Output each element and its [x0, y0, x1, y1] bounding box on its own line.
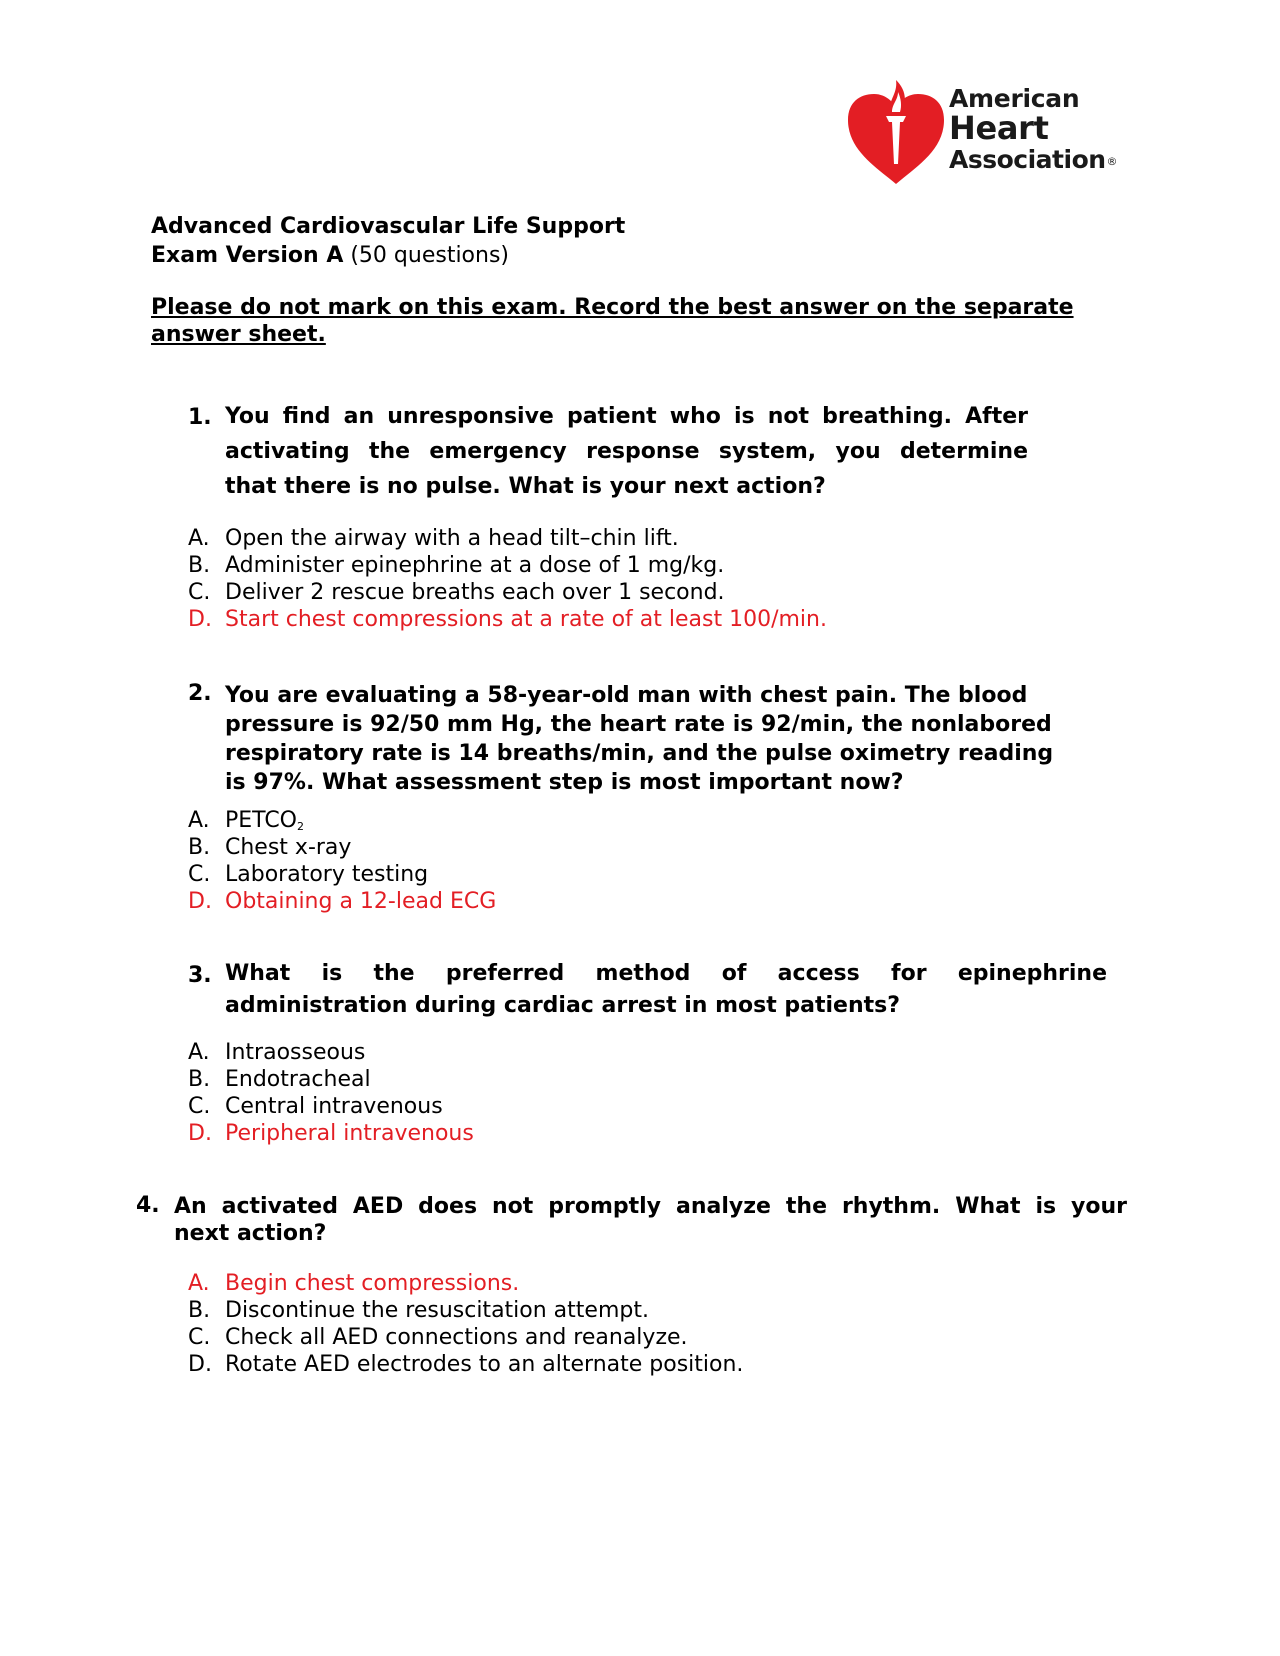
option-letter: D.	[188, 1121, 212, 1146]
option-letter: A.	[188, 1040, 210, 1065]
option-letter: D.	[188, 607, 212, 632]
logo-association-text: Association	[949, 145, 1106, 174]
option-text: Open the airway with a head tilt–chin lift.	[225, 526, 679, 551]
aha-logo	[846, 72, 1136, 192]
question-text	[174, 1193, 1127, 1247]
exam-header	[151, 212, 625, 270]
option-letter: C.	[188, 1094, 211, 1119]
option-text: Endotracheal	[225, 1067, 371, 1092]
exam-instructions: Please do not mark on this exam. Record the best answer on the separate answer sheet.	[151, 295, 1074, 347]
question-line: What is the preferred method of access for epinephrine	[225, 961, 1107, 986]
option-letter: D.	[188, 889, 212, 914]
question-line: pressure is 92/50 mm Hg, the heart rate is 92/min, the nonlabored	[225, 712, 1052, 737]
option-text: Peripheral intravenous	[225, 1121, 474, 1146]
question-number: 1.	[188, 405, 212, 430]
question-text	[225, 399, 1028, 504]
question-number: 3.	[188, 963, 212, 988]
question-line: respiratory rate is 14 breaths/min, and the pulse oximetry reading	[225, 741, 1054, 766]
option-letter: D.	[188, 1352, 212, 1377]
subscript: 2	[297, 820, 304, 833]
option-text: Start chest compressions at a rate of at least 100/min.	[225, 607, 827, 632]
option-letter: B.	[188, 1298, 211, 1323]
question-line: You are evaluating a 58-year-old man with chest pain. The blood	[225, 683, 1028, 708]
option-text: Rotate AED electrodes to an alternate position.	[225, 1352, 744, 1377]
option-letter: C.	[188, 580, 211, 605]
question-text	[225, 958, 1107, 1022]
exam-version-label: Exam Version A	[151, 243, 344, 268]
option-letter: A.	[188, 808, 210, 833]
option-letter: A.	[188, 1271, 210, 1296]
question-number: 4.	[136, 1193, 160, 1218]
heart-torch-icon	[846, 72, 946, 190]
option-text: Laboratory testing	[225, 862, 429, 887]
logo-line-association	[949, 147, 1117, 172]
option-text: Administer epinephrine at a dose of 1 mg/kg.	[225, 553, 725, 578]
option-text: Chest x-ray	[225, 835, 352, 860]
question-line: activating the emergency response system, you determine	[225, 439, 1028, 464]
option-text: Begin chest compressions.	[225, 1271, 520, 1296]
option-text: Central intravenous	[225, 1094, 443, 1119]
exam-version	[151, 241, 625, 270]
option-text: Deliver 2 rescue breaths each over 1 second.	[225, 580, 725, 605]
option-text: Intraosseous	[225, 1040, 366, 1065]
logo-line-heart: Heart	[949, 109, 1049, 147]
question-line: next action?	[174, 1221, 327, 1246]
exam-question-count: (50 questions)	[343, 243, 509, 268]
option-letter: B.	[188, 553, 211, 578]
question-line: is 97%. What assessment step is most important now?	[225, 770, 904, 795]
option-letter: B.	[188, 835, 211, 860]
option-text: Discontinue the resuscitation attempt.	[225, 1298, 649, 1323]
logo-line-american: American	[949, 84, 1080, 113]
question-text	[225, 681, 1088, 797]
logo-wordmark	[949, 86, 1117, 172]
option-text-main: PETCO	[225, 808, 297, 833]
registered-mark: ®	[1106, 154, 1118, 168]
question-line: administration during cardiac arrest in most patients?	[225, 993, 901, 1018]
option-letter: B.	[188, 1067, 211, 1092]
option-text: Check all AED connections and reanalyze.	[225, 1325, 688, 1350]
option-text	[225, 807, 304, 837]
option-letter: C.	[188, 862, 211, 887]
question-number: 2.	[188, 681, 212, 706]
option-letter: A.	[188, 526, 210, 551]
question-line: that there is no pulse. What is your next action?	[225, 474, 826, 499]
question-line: You find an unresponsive patient who is not breathing. After	[225, 404, 1028, 429]
exam-title: Advanced Cardiovascular Life Support	[151, 214, 626, 239]
option-letter: C.	[188, 1325, 211, 1350]
option-text: Obtaining a 12-lead ECG	[225, 889, 497, 914]
question-line: An activated AED does not promptly analyze the rhythm. What is your	[174, 1194, 1127, 1219]
